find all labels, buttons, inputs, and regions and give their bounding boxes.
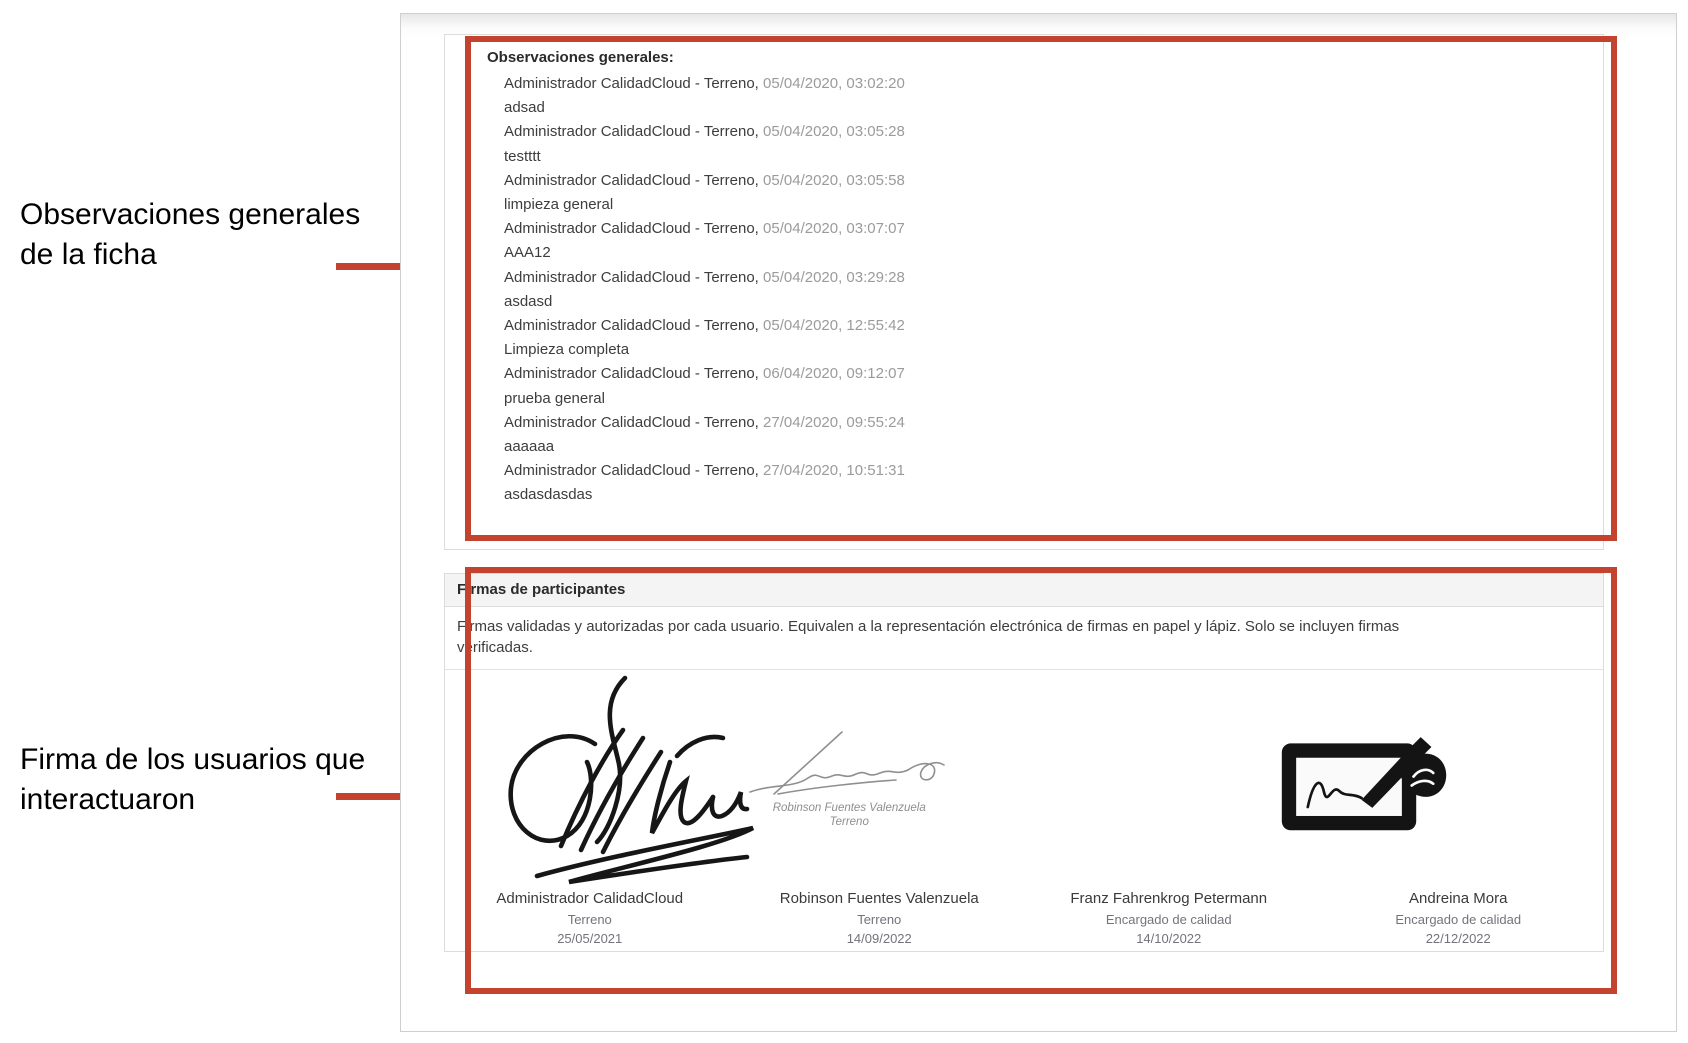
participant-role: Encargado de calidad bbox=[1105, 912, 1232, 927]
document-panel bbox=[400, 13, 1677, 1032]
observation-comment: testttt bbox=[504, 147, 541, 165]
participant-date: 25/05/2021 bbox=[557, 931, 623, 946]
tablet-pen-signature-icon bbox=[1276, 721, 1448, 833]
signature-caption-name: Robinson Fuentes Valenzuela bbox=[772, 801, 926, 814]
observation-timestamp: 05/04/2020, 12:55:42 bbox=[758, 317, 905, 335]
participant-name: Andreina Mora bbox=[1409, 890, 1508, 907]
observation-comment: AAA12 bbox=[504, 244, 551, 262]
observation-author: Administrador CalidadCloud - Terreno, bbox=[504, 75, 759, 92]
signature-column bbox=[1314, 670, 1604, 947]
observation-timestamp: 27/04/2020, 09:55:24 bbox=[758, 413, 905, 431]
signature-column bbox=[735, 670, 1025, 947]
participant-date: 22/12/2022 bbox=[1425, 931, 1491, 946]
signatures-description-wrap bbox=[445, 607, 1603, 670]
signatures-row bbox=[445, 670, 1603, 947]
observation-entry bbox=[504, 362, 1603, 410]
observation-timestamp: 05/04/2020, 03:05:28 bbox=[758, 123, 905, 141]
participant-date: 14/09/2022 bbox=[846, 931, 912, 946]
observation-author: Administrador CalidadCloud - Terreno, bbox=[504, 365, 759, 383]
participant-role: Encargado de calidad bbox=[1395, 912, 1522, 927]
signatures-section-title: Firmas de participantes bbox=[445, 574, 1603, 607]
observation-timestamp: 06/04/2020, 09:12:07 bbox=[758, 365, 905, 383]
observation-comment: Limpieza completa bbox=[504, 341, 630, 359]
observation-timestamp: 05/04/2020, 03:07:07 bbox=[758, 220, 905, 238]
signatures-description: Firmas validadas y autorizadas por cada usuario. Equivalen a la representación electrónica de firmas en papel y lápiz. Solo se incluyen firmas verificadas. bbox=[457, 618, 1400, 656]
observation-entry bbox=[504, 217, 1603, 265]
observation-author: Administrador CalidadCloud - Terreno, bbox=[504, 268, 759, 286]
observations-section bbox=[444, 34, 1604, 550]
participant-role: Terreno bbox=[857, 912, 902, 927]
observation-author: Administrador CalidadCloud - Terreno, bbox=[504, 171, 759, 189]
participant-name: Franz Fahrenkrog Petermann bbox=[1070, 890, 1268, 907]
signature-visual-area bbox=[1314, 670, 1604, 884]
observation-entry bbox=[504, 314, 1603, 362]
signature-caption-role: Terreno bbox=[829, 815, 869, 828]
observation-entry bbox=[504, 120, 1603, 168]
observation-entry bbox=[504, 266, 1603, 314]
observation-comment: prueba general bbox=[504, 389, 605, 407]
participant-date: 14/10/2022 bbox=[1136, 931, 1202, 946]
signatures-section bbox=[444, 573, 1604, 952]
observations-title: Observaciones generales: bbox=[487, 49, 674, 66]
observation-author: Administrador CalidadCloud - Terreno, bbox=[504, 123, 759, 141]
signature-column bbox=[445, 670, 735, 947]
observation-comment: asdasd bbox=[504, 292, 553, 310]
observation-author: Administrador CalidadCloud - Terreno, bbox=[504, 220, 759, 238]
observation-comment: adsad bbox=[504, 99, 545, 117]
observation-author: Administrador CalidadCloud - Terreno, bbox=[504, 317, 759, 335]
observation-entry bbox=[504, 411, 1603, 459]
participant-name: Robinson Fuentes Valenzuela bbox=[779, 890, 979, 907]
observation-author: Administrador CalidadCloud - Terreno, bbox=[504, 413, 759, 431]
observation-author: Administrador CalidadCloud - Terreno, bbox=[504, 462, 759, 480]
observation-entry bbox=[504, 459, 1603, 507]
observation-entry bbox=[504, 169, 1603, 217]
observation-timestamp: 05/04/2020, 03:29:28 bbox=[758, 268, 905, 286]
observation-timestamp: 27/04/2020, 10:51:31 bbox=[758, 462, 905, 480]
annotation-label-signatures: Firma de los usuarios que interactuaron bbox=[20, 743, 366, 816]
signature-visual-area bbox=[735, 670, 1025, 884]
observation-timestamp: 05/04/2020, 03:02:20 bbox=[758, 75, 905, 92]
signature-column bbox=[1024, 670, 1314, 947]
signature-visual-area bbox=[445, 670, 735, 884]
participant-role: Terreno bbox=[567, 912, 612, 927]
observations-list bbox=[504, 72, 1603, 508]
participant-name: Administrador CalidadCloud bbox=[496, 890, 684, 907]
observation-timestamp: 05/04/2020, 03:05:58 bbox=[758, 171, 905, 189]
annotation-label-observations: Observaciones generales de la ficha bbox=[20, 198, 361, 271]
observation-comment: aaaaaa bbox=[504, 438, 555, 456]
handwritten-signature-image bbox=[744, 726, 954, 829]
observation-entry bbox=[504, 72, 1603, 120]
observation-comment: limpieza general bbox=[504, 196, 614, 214]
observation-comment: asdasdasdas bbox=[504, 486, 593, 504]
signature-visual-area bbox=[1024, 670, 1314, 884]
handwritten-signature-image bbox=[477, 670, 777, 885]
